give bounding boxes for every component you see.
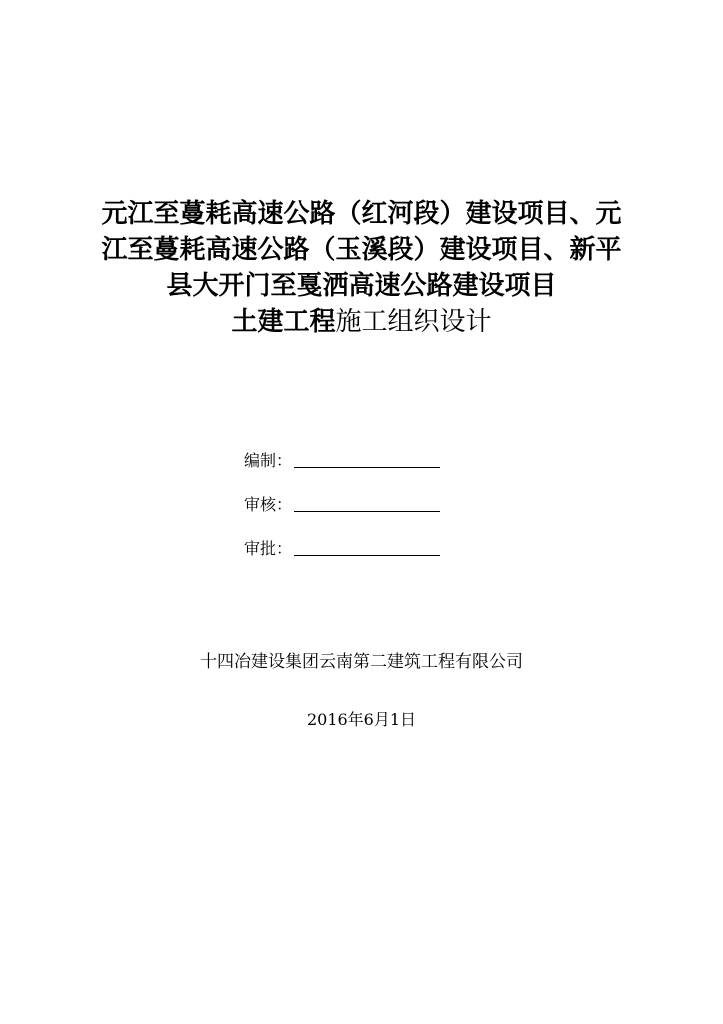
signature-block — [244, 450, 440, 582]
signature-label-review: 审核： — [244, 495, 293, 514]
title-line-3: 县大开门至戛洒高速公路建设项目 — [166, 271, 557, 301]
title-bold-part: 土建工程 — [231, 307, 336, 337]
document-date: 2016年6月1日 — [306, 710, 417, 729]
title-normal-part: 施工组织设计 — [335, 307, 492, 337]
company-name: 十四冶建设集团云南第二建筑工程有限公司 — [200, 652, 523, 672]
signature-line-approve — [294, 541, 440, 556]
signature-line-review — [294, 497, 440, 512]
title-line-1: 元江至蔓耗高速公路（红河段）建设项目、元 — [101, 199, 622, 229]
signature-label-approve: 审批： — [244, 539, 293, 558]
signature-label-compile: 编制： — [244, 451, 293, 470]
signature-line-compile — [294, 453, 440, 468]
signature-row-compile — [244, 450, 440, 472]
document-title — [0, 196, 723, 340]
signature-row-review — [244, 494, 440, 516]
title-line-4 — [0, 304, 723, 340]
title-line-2: 江至蔓耗高速公路（玉溪段）建设项目、新平 — [101, 235, 622, 265]
signature-row-approve — [244, 538, 440, 560]
